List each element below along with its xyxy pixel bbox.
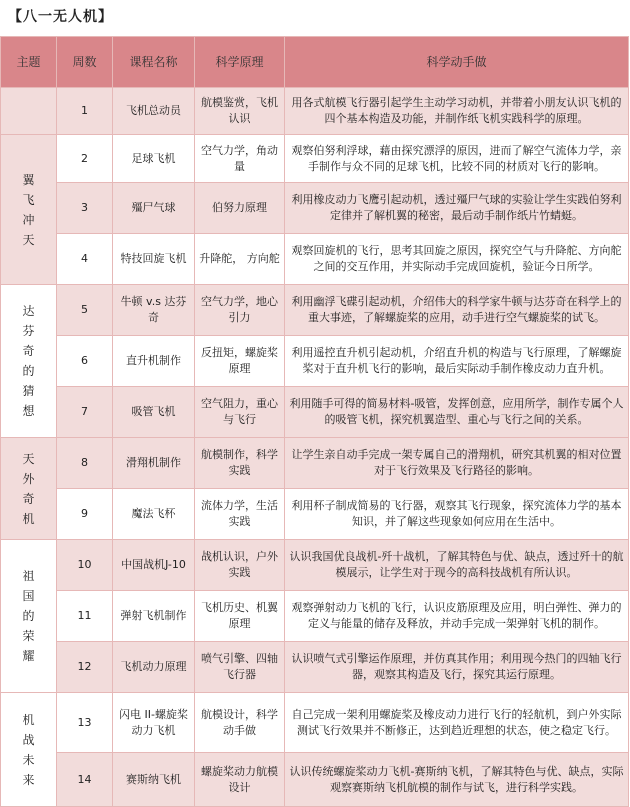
course-cell: 闪电 II-螺旋桨动力飞机 xyxy=(113,693,195,753)
activity-cell: 让学生亲自动手完成一架专属自己的滑翔机，研究其机翼的相对位置对于飞行效果及飞行路径的影响。 xyxy=(285,438,629,489)
header-row xyxy=(1,37,629,88)
table-body xyxy=(1,88,629,807)
week-cell: 9 xyxy=(57,489,113,540)
activity-cell: 利用橡皮动力飞鹰引起动机，透过殭尸气球的实验让学生实践伯努利定律并了解机翼的秘密，最后动手制作纸片竹蜻蜓。 xyxy=(285,183,629,234)
activity-cell: 认识传统螺旋桨动力飞机-赛斯纳飞机，了解其特色与优、缺点，实际观察赛斯纳飞机航模的制作与试飞，进行科学实践。 xyxy=(285,753,629,807)
theme-label: 翼飞冲天 xyxy=(22,172,35,247)
theme-cell xyxy=(1,540,57,693)
activity-cell: 利用随手可得的简易材料-吸管，发挥创意，应用所学，制作专属个人的吸管飞机，探究机翼造型、重心与飞行之间的关系。 xyxy=(285,387,629,438)
page-title: 【八一无人机】 xyxy=(8,9,113,25)
week-cell: 5 xyxy=(57,285,113,336)
week-cell: 13 xyxy=(57,693,113,753)
course-cell: 魔法飞杯 xyxy=(113,489,195,540)
week-cell: 1 xyxy=(57,88,113,135)
table-row xyxy=(1,489,629,540)
header-course: 课程名称 xyxy=(113,37,195,88)
principle-cell: 航模制作，科学实践 xyxy=(195,438,285,489)
principle-cell: 航模设计，科学动手做 xyxy=(195,693,285,753)
principle-cell: 伯努力原理 xyxy=(195,183,285,234)
theme-label: 天外奇机 xyxy=(22,451,35,526)
theme-label: 机战未来 xyxy=(22,712,35,787)
week-cell: 11 xyxy=(57,591,113,642)
principle-cell: 反扭矩，螺旋桨原理 xyxy=(195,336,285,387)
principle-cell: 航模鉴赏，飞机认识 xyxy=(195,88,285,135)
table-row xyxy=(1,591,629,642)
course-cell: 滑翔机制作 xyxy=(113,438,195,489)
week-cell: 12 xyxy=(57,642,113,693)
table-row xyxy=(1,438,629,489)
principle-cell: 升降舵， 方向舵 xyxy=(195,234,285,285)
course-cell: 牛顿 v.s 达芬奇 xyxy=(113,285,195,336)
activity-cell: 观察伯努利浮球，藉由探究漂浮的原因，进而了解空气流体力学，亲手制作与众不同的足球飞机，比较不同的材质对飞行的影响。 xyxy=(285,135,629,183)
table-row xyxy=(1,183,629,234)
theme-label: 祖国的荣耀 xyxy=(22,569,35,663)
principle-cell: 空气力学，角动量 xyxy=(195,135,285,183)
week-cell: 7 xyxy=(57,387,113,438)
principle-cell: 飞机历史、机翼原理 xyxy=(195,591,285,642)
table-row xyxy=(1,285,629,336)
principle-cell: 战机认识，户外实践 xyxy=(195,540,285,591)
activity-cell: 用各式航模飞行器引起学生主动学习动机，并带着小朋友认识飞机的四个基本构造及功能，并制作纸飞机实践科学的原理。 xyxy=(285,88,629,135)
week-cell: 4 xyxy=(57,234,113,285)
theme-cell xyxy=(1,135,57,285)
course-cell: 中国战机J-10 xyxy=(113,540,195,591)
course-cell: 吸管飞机 xyxy=(113,387,195,438)
table-row xyxy=(1,693,629,753)
header-theme: 主题 xyxy=(1,37,57,88)
header-activity: 科学动手做 xyxy=(285,37,629,88)
table-row xyxy=(1,642,629,693)
course-cell: 殭尸气球 xyxy=(113,183,195,234)
course-cell: 赛斯纳飞机 xyxy=(113,753,195,807)
course-cell: 弹射飞机制作 xyxy=(113,591,195,642)
course-cell: 足球飞机 xyxy=(113,135,195,183)
principle-cell: 空气力学，地心引力 xyxy=(195,285,285,336)
activity-cell: 观察弹射动力飞机的飞行，认识皮筋原理及应用，明白弹性、弹力的定义与能量的储存及释放，并动手完成一架弹射飞机的制作。 xyxy=(285,591,629,642)
table-row xyxy=(1,387,629,438)
theme-cell xyxy=(1,438,57,540)
week-cell: 14 xyxy=(57,753,113,807)
header-principle: 科学原理 xyxy=(195,37,285,88)
course-cell: 直升机制作 xyxy=(113,336,195,387)
theme-label: 达芬奇的猜想 xyxy=(22,304,35,418)
table-row xyxy=(1,336,629,387)
theme-cell xyxy=(1,693,57,807)
activity-cell: 认识喷气式引擎运作原理，并仿真其作用；利用现今热门的四轴飞行器，观察其构造及飞行，探究其运行原理。 xyxy=(285,642,629,693)
theme-cell xyxy=(1,285,57,438)
week-cell: 8 xyxy=(57,438,113,489)
course-cell: 飞机总动员 xyxy=(113,88,195,135)
course-table xyxy=(0,36,629,807)
course-cell: 特技回旋飞机 xyxy=(113,234,195,285)
theme-cell xyxy=(1,88,57,135)
header-week: 周数 xyxy=(57,37,113,88)
table-row xyxy=(1,234,629,285)
principle-cell: 流体力学，生活实践 xyxy=(195,489,285,540)
activity-cell: 观察回旋机的飞行，思考其回旋之原因，探究空气与升降舵、方向舵之间的交互作用，并实际动手完成回旋机，验证今日所学。 xyxy=(285,234,629,285)
principle-cell: 螺旋桨动力航模设计 xyxy=(195,753,285,807)
table-row xyxy=(1,753,629,807)
activity-cell: 利用幽浮飞碟引起动机，介绍伟大的科学家牛顿与达芬奇在科学上的重大事迹，了解螺旋桨的应用，动手进行空气螺旋桨的试飞。 xyxy=(285,285,629,336)
table-row xyxy=(1,135,629,183)
activity-cell: 自己完成一架利用螺旋桨及橡皮动力进行飞行的轻航机，到户外实际测试飞行效果并不断修正，达到趋近理想的状态，使之稳定飞行。 xyxy=(285,693,629,753)
week-cell: 10 xyxy=(57,540,113,591)
activity-cell: 利用杯子制成简易的飞行器，观察其飞行现象，探究流体力学的基本知识，并了解这些现象如何应用在生活中。 xyxy=(285,489,629,540)
activity-cell: 利用遥控直升机引起动机，介绍直升机的构造与飞行原理，了解螺旋桨对于直升机飞行的影响，最后实际动手制作橡皮动力直升机。 xyxy=(285,336,629,387)
activity-cell: 认识我国优良战机-歼十战机，了解其特色与优、缺点，透过歼十的航模展示，让学生对于现今的高科技战机有所认识。 xyxy=(285,540,629,591)
course-cell: 飞机动力原理 xyxy=(113,642,195,693)
table-row xyxy=(1,88,629,135)
table-row xyxy=(1,540,629,591)
principle-cell: 空气阻力，重心与飞行 xyxy=(195,387,285,438)
week-cell: 2 xyxy=(57,135,113,183)
principle-cell: 喷气引擎、四轴飞行器 xyxy=(195,642,285,693)
week-cell: 6 xyxy=(57,336,113,387)
week-cell: 3 xyxy=(57,183,113,234)
